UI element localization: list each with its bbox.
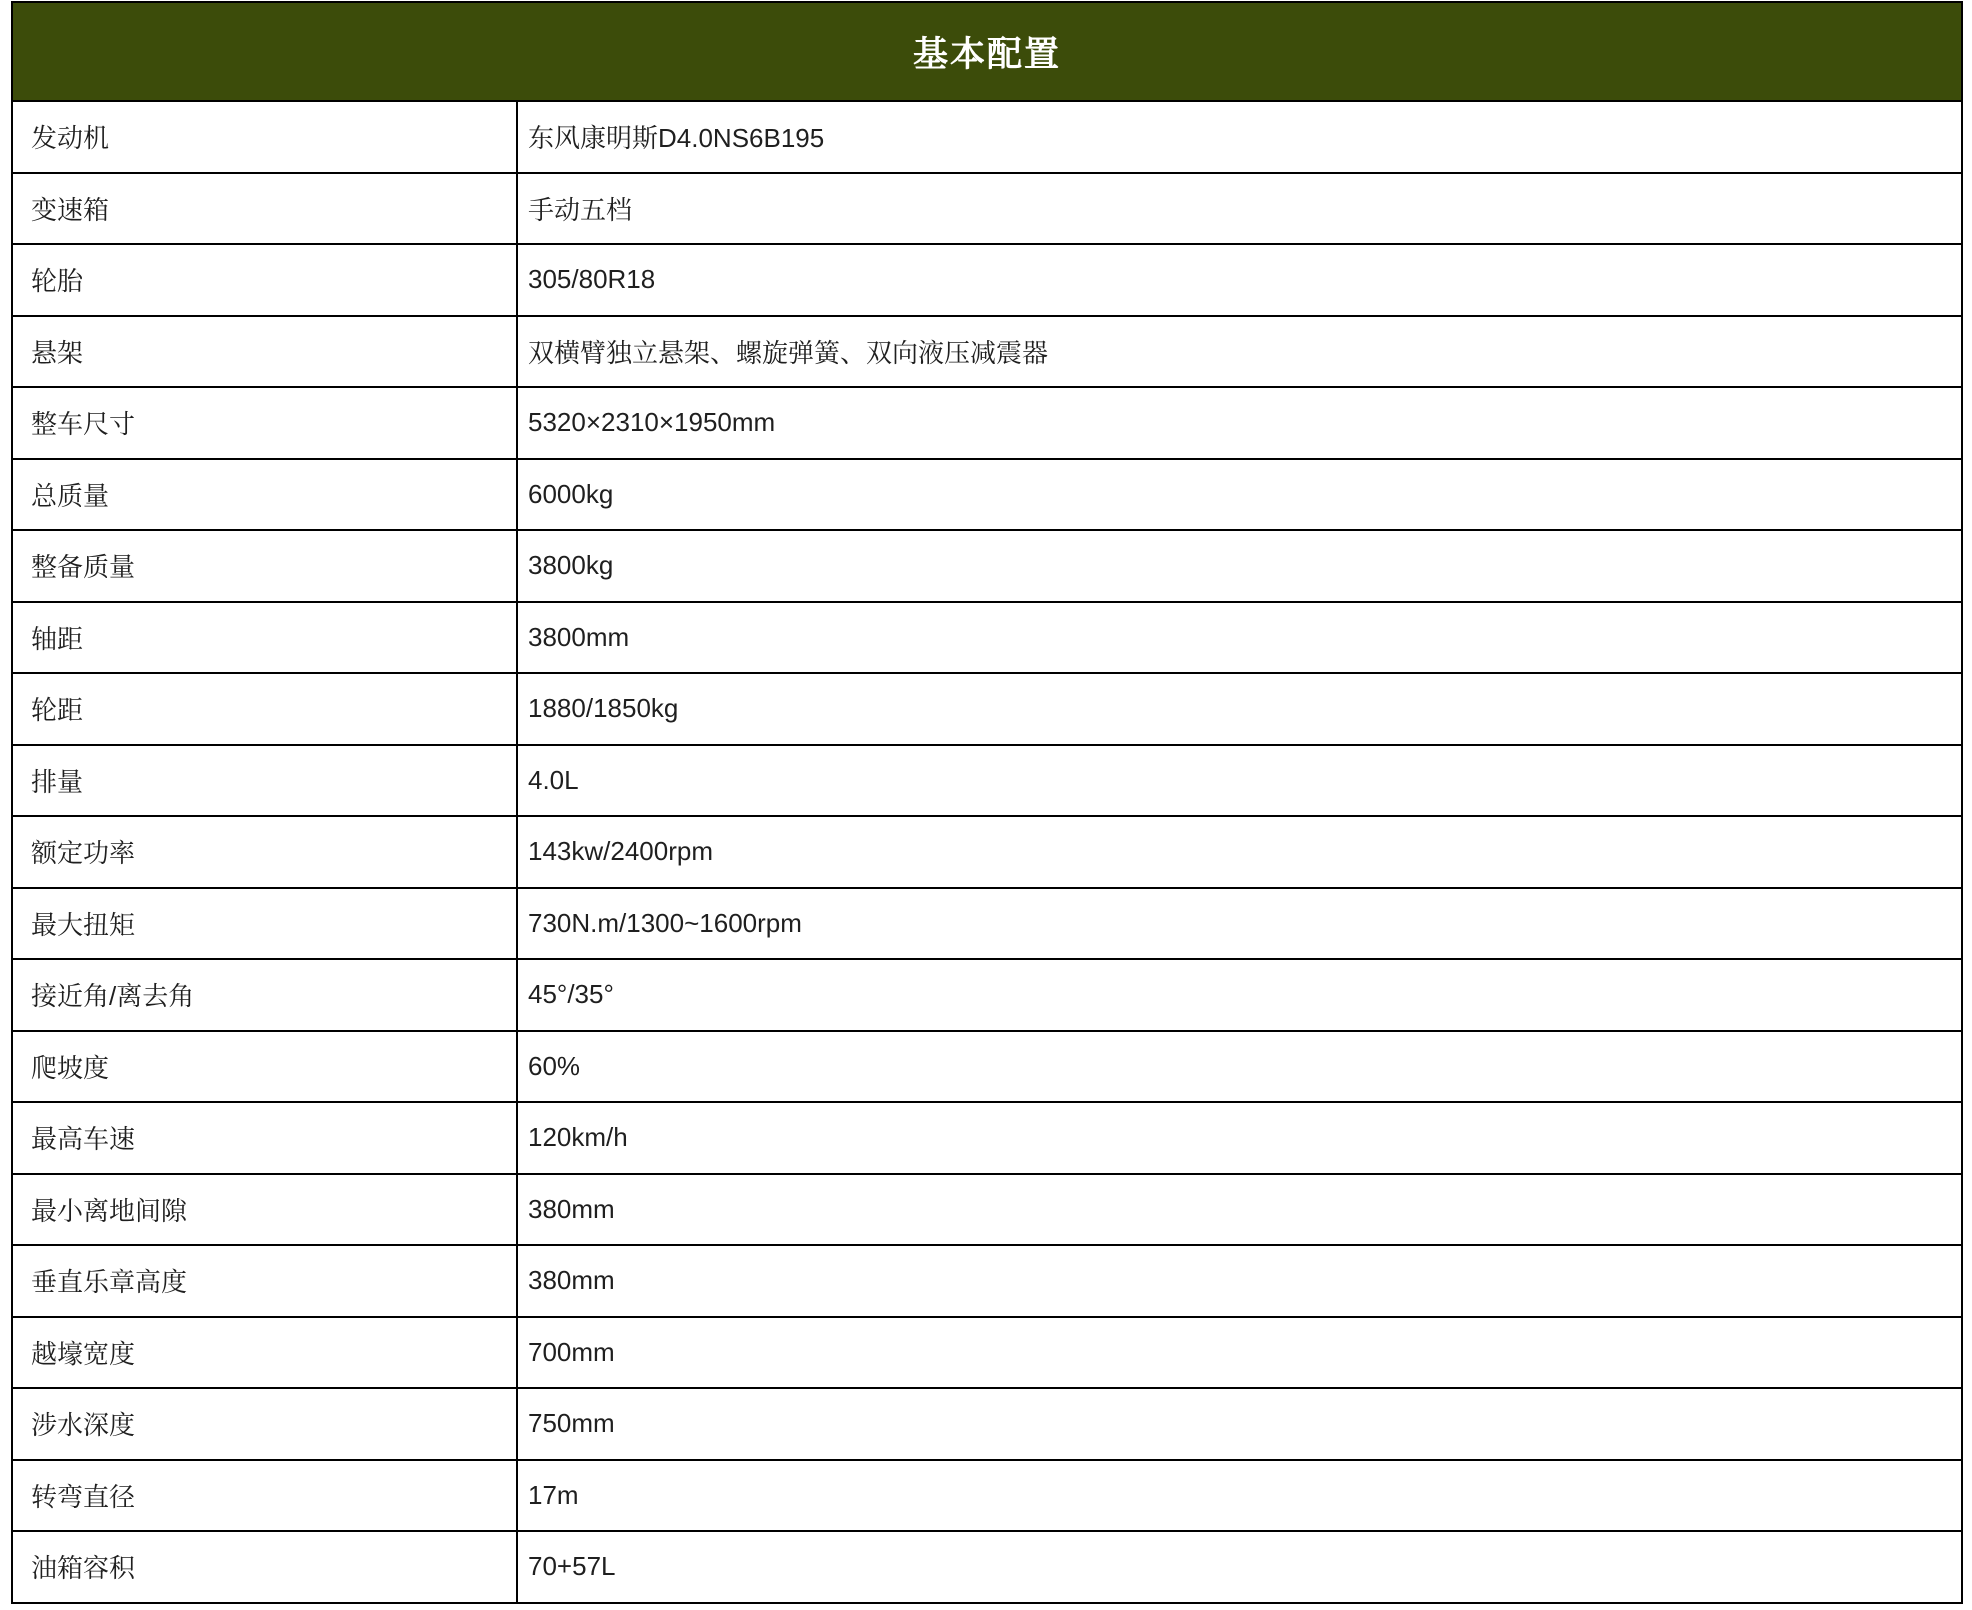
spec-row [12,1031,1962,1103]
spec-row [12,459,1962,531]
spec-value: 45°/35° [517,959,1962,1031]
spec-value: 双横臂独立悬架、螺旋弹簧、双向液压减震器 [517,316,1962,388]
spec-row [12,959,1962,1031]
spec-value: 143kw/2400rpm [517,816,1962,888]
spec-row [12,1102,1962,1174]
spec-row [12,316,1962,388]
spec-value: 700mm [517,1317,1962,1389]
spec-label: 接近角/离去角 [12,959,517,1031]
spec-label: 最大扭矩 [12,888,517,960]
spec-row [12,1174,1962,1246]
spec-row [12,387,1962,459]
spec-row [12,1388,1962,1460]
spec-value: 6000kg [517,459,1962,531]
spec-label: 变速箱 [12,173,517,245]
spec-label: 整车尺寸 [12,387,517,459]
spec-row [12,173,1962,245]
spec-label: 转弯直径 [12,1460,517,1532]
spec-row [12,244,1962,316]
spec-label: 轮距 [12,673,517,745]
spec-value: 17m [517,1460,1962,1532]
spec-label: 排量 [12,745,517,817]
table-title: 基本配置 [12,2,1962,101]
spec-value: 3800kg [517,530,1962,602]
table-header-row [12,2,1962,101]
spec-label: 轮胎 [12,244,517,316]
spec-label: 涉水深度 [12,1388,517,1460]
spec-row [12,888,1962,960]
spec-label: 发动机 [12,101,517,173]
spec-value: 750mm [517,1388,1962,1460]
spec-value: 380mm [517,1245,1962,1317]
spec-row [12,1317,1962,1389]
spec-label: 越壕宽度 [12,1317,517,1389]
spec-value: 120km/h [517,1102,1962,1174]
spec-row [12,816,1962,888]
spec-row [12,1245,1962,1317]
spec-value: 1880/1850kg [517,673,1962,745]
spec-value: 手动五档 [517,173,1962,245]
spec-row [12,1531,1962,1603]
spec-label: 整备质量 [12,530,517,602]
spec-value: 60% [517,1031,1962,1103]
spec-value: 3800mm [517,602,1962,674]
spec-label: 轴距 [12,602,517,674]
spec-row [12,530,1962,602]
spec-label: 悬架 [12,316,517,388]
spec-value: 380mm [517,1174,1962,1246]
spec-row [12,101,1962,173]
spec-row [12,673,1962,745]
spec-value: 70+57L [517,1531,1962,1603]
spec-value: 东风康明斯D4.0NS6B195 [517,101,1962,173]
spec-value: 5320×2310×1950mm [517,387,1962,459]
spec-label: 总质量 [12,459,517,531]
spec-label: 最高车速 [12,1102,517,1174]
spec-row [12,1460,1962,1532]
spec-value: 730N.m/1300~1600rpm [517,888,1962,960]
basic-config-table [11,1,1963,1604]
table-body [12,101,1962,1603]
spec-value: 305/80R18 [517,244,1962,316]
spec-value: 4.0L [517,745,1962,817]
spec-label: 额定功率 [12,816,517,888]
spec-row [12,602,1962,674]
spec-label: 油箱容积 [12,1531,517,1603]
spec-label: 最小离地间隙 [12,1174,517,1246]
spec-row [12,745,1962,817]
spec-label: 爬坡度 [12,1031,517,1103]
spec-label: 垂直乐章高度 [12,1245,517,1317]
